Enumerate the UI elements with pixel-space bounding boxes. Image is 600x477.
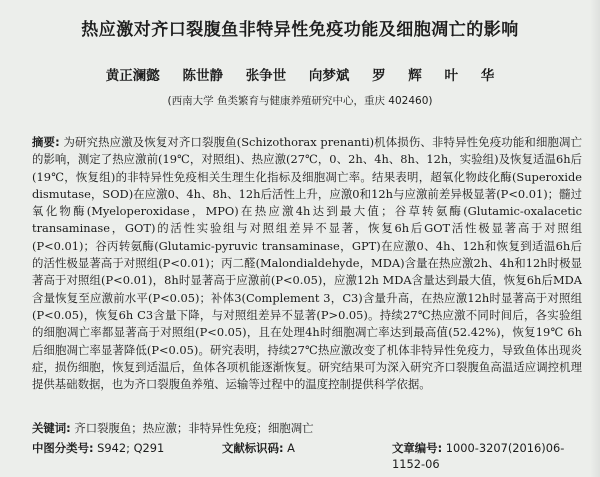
clc-label: 中图分类号: (32, 441, 94, 455)
document-code-value: A (283, 441, 295, 455)
document-code (222, 440, 392, 472)
document-code-label: 文献标识码: (222, 441, 284, 455)
author-1: 黄正澜懿 (105, 68, 160, 84)
clc-number (32, 440, 222, 472)
clc-value: S942; Q291 (93, 441, 165, 455)
author-list (0, 67, 600, 85)
author-6a: 叶 (444, 68, 458, 84)
abstract-text: 为研究热应激及恢复对齐口裂腹鱼(Schizothorax prenanti)机体损伤、非特异性免疫功能和细胞凋亡的影响，测定了热应激前(19℃，对照组)、热应激(27℃，0、2h、4h、8h、12h，实验组)及恢复适温6h后(19℃，恢复组)的非特异性免疫相关生理生化指标及细胞凋亡率。结果表明，超氧化物歧化酶(Superoxide dismutase，SOD)在应激0、4h、8h、12h后活性上升，应激0和12h与应激前差异极显著(P<0.01)；髓过氧化物酶(Myeloperoxidase，MPO)在热应激4h达到最大值；谷草转氨酶(Glutamic-oxalacetic transaminase，GOT)的活性实验组与对照组差异不显著，恢复6h后GOT活性极显著高于对照组(P<0.01)；谷丙转氨酶(Glutamic-pyruvic transaminase，GPT)在应激0、4h、12h和恢复到适温6h后的活性极显著高于对照组(P<0.01)；丙二醛(Malondialdehyde，MDA)含量在热应激2h、4h和12h时极显著高于对照组(P<0.01)，8h时显著高于应激前(P<0.05)，应激12h MDA含量达到最大值，恢复6h后MDA含量恢复至应激前水平(P<0.05)；补体3(Complement 3，C3)含量升高，在热应激12h时显著高于对照组(P<0.05)，恢复6h C3含量下降，与对照组差异不显著(P>0.05)。持续27℃热应激不同时间后，各实验组的细胞凋亡率都显著高于对照组(P<0.05)，且在处理4h时细胞凋亡率达到最高值(52.42%)，恢复19℃ 6h后细胞凋亡率显著降低(P<0.05)。研究表明，持续27℃热应激改变了机体非特异性免疫力，导致鱼体出现炎症，损伤细胞，恢复到适温后，鱼体各项机能逐渐恢复。研究结果可为深入研究齐口裂腹鱼高温适应调控机理提供基础数据，也为齐口裂腹鱼养殖、运输等过程中的温度控制提供科学依据。 (32, 135, 582, 392)
author-2: 陈世静 (182, 68, 223, 84)
author-4: 向梦斌 (308, 68, 350, 84)
classification-line (32, 440, 582, 472)
page-edge-shadow (590, 0, 600, 477)
article-number (392, 440, 582, 472)
author-3: 张争世 (245, 68, 287, 84)
article-number-label: 文章编号: (392, 441, 443, 455)
article-number-value: 1000-3207(2016)06-1152-06 (392, 441, 565, 471)
paper-title: 热应激对齐口裂腹鱼非特异性免疫功能及细胞凋亡的影响 (81, 20, 519, 40)
affiliation: (西南大学 鱼类繁育与健康养殖研究中心，重庆 402460) (167, 95, 433, 107)
keywords-line (32, 420, 582, 436)
author-6b: 华 (480, 68, 495, 84)
abstract-block (32, 134, 582, 393)
author-5a: 罗 (372, 68, 386, 84)
keywords-label: 关键词: (32, 421, 71, 435)
abstract-label: 摘要: (32, 135, 60, 149)
keywords-text: 齐口裂腹鱼；热应激；非特异性免疫；细胞凋亡 (70, 421, 314, 435)
author-5b: 辉 (408, 68, 422, 84)
